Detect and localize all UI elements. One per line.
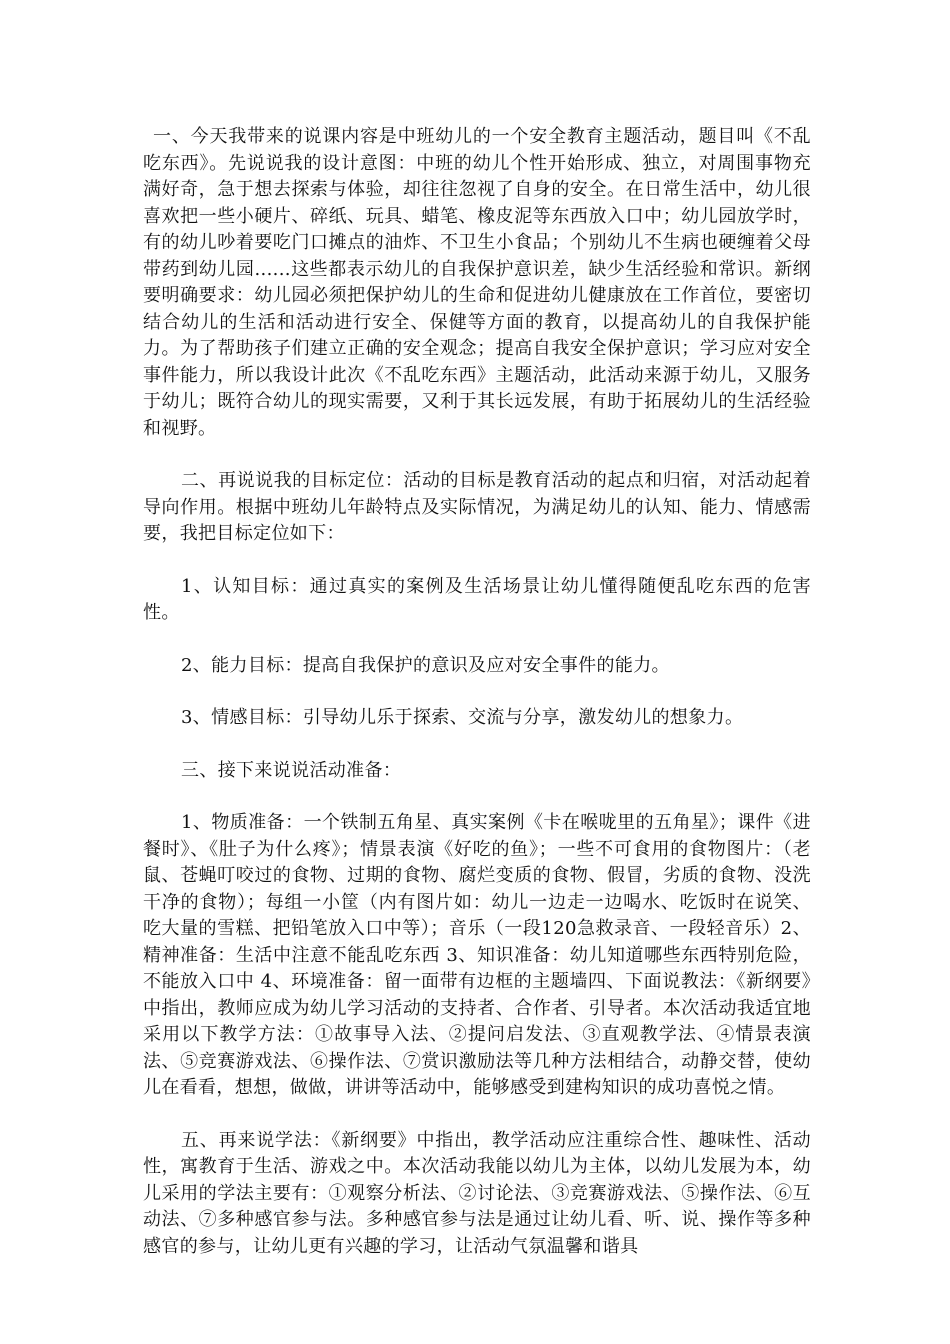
- paragraph-intro-design-intent: 一、今天我带来的说课内容是中班幼儿的一个安全教育主题活动，题目叫《不乱吃东西》。先说说我的设计意图：中班的幼儿个性开始形成、独立，对周围事物充满好奇，急于想去探索与体验，却往往忽视了自身的安全。在日常生活中，幼儿很喜欢把一些小硬片、碎纸、玩具、蜡笔、橡皮泥等东西放入口中；幼儿园放学时，有的幼儿吵着要吃门口摊点的油炸、不卫生小食品；个别幼儿不生病也硬缠着父母带药到幼儿园......这些都表示幼儿的自我保护意识差，缺少生活经验和常识。新纲要明确要求：幼儿园必须把保护幼儿的生命和促进幼儿健康放在工作首位，要密切结合幼儿的生活和活动进行安全、保健等方面的教育，以提高幼儿的自我保护能力。为了帮助孩子们建立正确的安全观念；提高自我安全保护意识；学习应对安全事件能力，所以我设计此次《不乱吃东西》主题活动，此活动来源于幼儿，又服务于幼儿；既符合幼儿的现实需要，又利于其长远发展，有助于拓展幼儿的生活经验和视野。: [143, 126, 811, 439]
- paragraph-learning-methods: 五、再来说学法：《新纲要》中指出，教学活动应注重综合性、趣味性、活动性，寓教育于生活、游戏之中。本次活动我能以幼儿为主体，以幼儿发展为本，幼儿采用的学法主要有：①观察分析法、②讨论法、③竞赛游戏法、⑤操作法、⑥互动法、⑦多种感官参与法。多种感官参与法是通过让幼儿看、听、说、操作等多种感官的参与，让幼儿更有兴趣的学习，让活动气氛温馨和谐具: [143, 1129, 811, 1257]
- paragraph-emotion-goal: 3、情感目标：引导幼儿乐于探索、交流与分享，激发幼儿的想象力。: [181, 707, 744, 728]
- paragraph-goal-positioning: 二、再说说我的目标定位：活动的目标是教育活动的起点和归宿，对活动起着导向作用。根据中班幼儿年龄特点及实际情况，为满足幼儿的认知、能力、情感需要，我把目标定位如下：: [143, 470, 811, 544]
- paragraph-cognitive-goal: 1、认知目标：通过真实的案例及生活场景让幼儿懂得随便乱吃东西的危害性。: [143, 575, 811, 623]
- paragraph-preparation-and-methods: 1、物质准备：一个铁制五角星、真实案例《卡在喉咙里的五角星》；课件《进餐时》、《肚子为什么疼》；情景表演《好吃的鱼》；一些不可食用的食物图片：（老鼠、苍蝇叮咬过的食物、过期的食物、腐烂变质的食物、假冒，劣质的食物、没洗干净的食物）；每组一小筐（内有图片如：幼儿一边走一边喝水、吃饭时在说笑、吃大量的雪糕、把铅笔放入口中等）；音乐（一段120急救录音、一段轻音乐）2、精神准备：生活中注意不能乱吃东西 3、知识准备：幼儿知道哪些东西特别危险，不能放入口中 4、环境准备：留一面带有边框的主题墙四、下面说教法：《新纲要》中指出，教师应成为幼儿学习活动的支持者、合作者、引导者。本次活动我适宜地采用以下教学方法：①故事导入法、②提问启发法、③直观教学法、④情景表演法、⑤竞赛游戏法、⑥操作法、⑦赏识激励法等几种方法相结合，动静交替，使幼儿在看看，想想，做做，讲讲等活动中，能够感受到建构知识的成功喜悦之情。: [143, 812, 811, 1098]
- document-body: [143, 124, 811, 1260]
- paragraph-ability-goal: 2、能力目标：提高自我保护的意识及应对安全事件的能力。: [181, 654, 670, 676]
- paragraph-preparation-heading: 三、接下来说说活动准备：: [181, 759, 402, 781]
